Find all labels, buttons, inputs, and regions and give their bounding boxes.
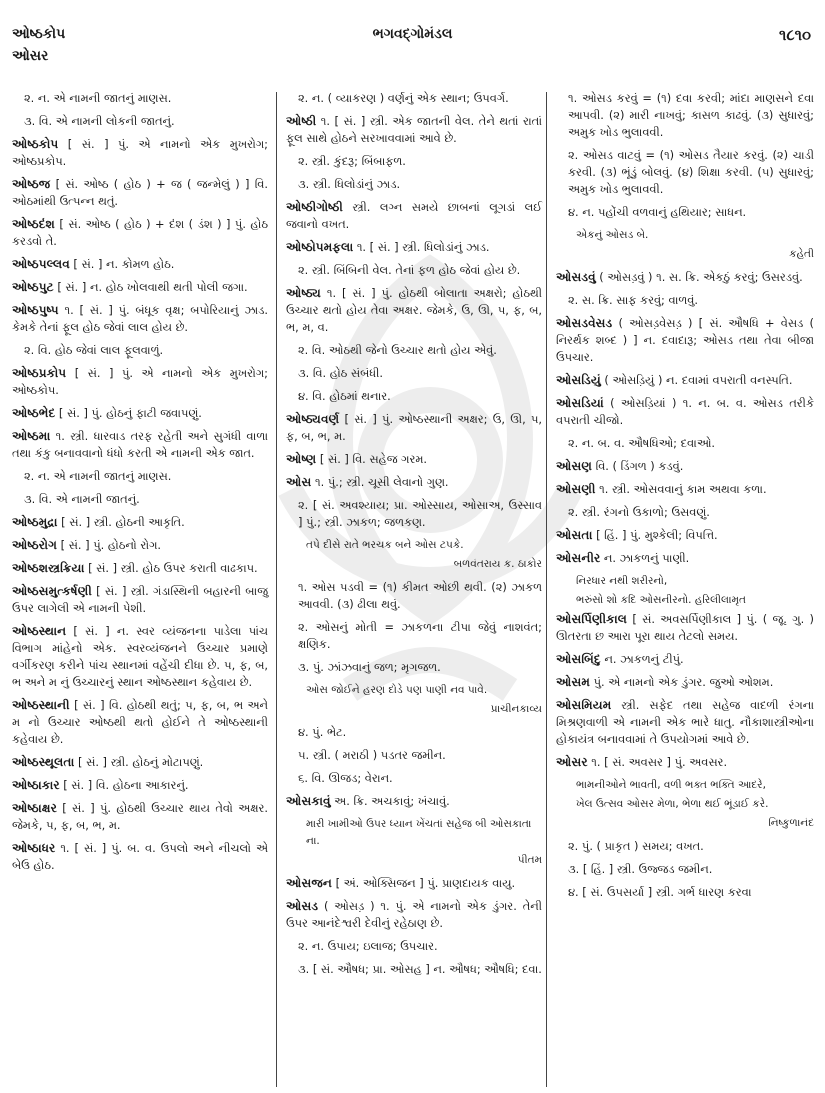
definition: ( ઓસડ઼વું ) ૧. સ. ક્રિ. એકઠું કરવું; ઉસરડવું. (595, 270, 803, 284)
headword: ઓષ્ઠાકાર (12, 778, 60, 792)
definition: ૧. [ સં. ] પું. બ. વ. ઉપલો અને નીચલો એ બેઉ હોઠ. (12, 841, 268, 872)
dictionary-entry (286, 451, 542, 468)
headword: ઓષ્ઠસ્થાની (12, 698, 70, 712)
headword: ઓસર્પિણીકાલ (556, 612, 627, 626)
headword: ઓષ્ઠજ (12, 177, 51, 191)
sub-sense: ૪. વિ. હોઠમાં થનાર. (298, 389, 391, 403)
sub-sense: ૧. ઓસડ કરવું = (૧) દવા કરવી; માંદા માણસને દવા આપવી. (૨) મારી નાખવું; કાસળ કાઢવું. (૩) સુધારવું; અમુક ખોડ ભુલાવવી. (568, 91, 814, 139)
headword: ઓષ્ઠી (286, 114, 317, 128)
definition: ન. ઝાકળનું ટીપું. (600, 652, 684, 666)
page-number: ૧૮૧૦ (779, 26, 811, 44)
dictionary-entry (286, 285, 542, 336)
dictionary-entry (556, 651, 814, 668)
definition: ૧. [ સં. ] સ્ત્રી. એક જાતની વેલ. તેને થતાં રાતાં ફૂલ સાથે હોઠને સરખાવવામાં આવે છે. (286, 114, 542, 145)
sub-sense: ૨. ન. ઉપાય; ઇલાજ; ઉપચાર. (298, 939, 438, 953)
headword: ઓષ્ઠોપમફલા (286, 240, 354, 254)
sub-sense: ૨. [ સં. અવશ્યાય; પ્રા. ઓસ્સાય, ઓસાઅ, ઉસ્સાવ ] પું.; સ્ત્રી. ઝાકળ; જળકણ. (298, 498, 542, 529)
definition: ૧. [ સં. અવસર ] પું. અવસર. (587, 755, 728, 769)
sub-sense: ૨. ન. બ. વ. ઔષધિઓ; દવાઓ. (568, 436, 715, 450)
headword: ઓષ્ઠ્યવર્ણ (286, 412, 340, 426)
quotation: મારી ખામીઓ ઉપર ધ્યાન ખેંચતાં સહેજ બી ઓસકાતા ના. (306, 818, 532, 847)
quotation-source: પીતમ (517, 854, 542, 866)
headword: ઓષ્ણ (286, 452, 317, 466)
definition: [ સં. ] વિ. હોઠથી થતું; પ, ફ, બ, ભ અને મ નો ઉચ્ચાર ઓષ્ઠથી થતો હોઈને તે ઓષ્ઠસ્થાની કહેવાય છે. (12, 698, 268, 746)
quotation-source: પ્રાચીનકાવ્ય (490, 703, 542, 715)
definition: [ હિં. ] પું. મુશ્કેલી; વિપત્તિ. (592, 528, 718, 542)
dictionary-entry (12, 800, 268, 834)
headword: ઓષ્ઠસ્થૂલતા (12, 755, 75, 769)
headword: ઓસર (556, 755, 588, 769)
sub-sense: ૩. [ હિં. ] સ્ત્રી. ઉજ્જડ જમીન. (568, 862, 713, 876)
quotation: ભરુંસો શો કદિ ઓસનીરનો. હરિલીલામૃત (576, 594, 746, 606)
dictionary-entry (12, 216, 268, 250)
dictionary-entry (12, 537, 268, 554)
headword: ઓષ્ઠાધર (12, 841, 56, 855)
dictionary-entry (556, 527, 814, 544)
headword: ઓષ્ઠભેદ (12, 406, 56, 420)
headword: ઓસડ (286, 899, 319, 913)
headword: ઓસમ (556, 675, 590, 689)
guide-word-last: ઓસર (12, 48, 49, 64)
definition: [ સં. અવસર્પિણીકાલ ] પું. ( જૂ. ગુ. ) ઊતરતા છ આરા પૂરા થાય તેટલો સમય. (556, 612, 814, 643)
dictionary-entry (286, 113, 542, 147)
definition: [ સં. ] ન. કોમળ હોઠ. (69, 257, 175, 271)
headword: ઓસણી (556, 482, 596, 496)
dictionary-entry (12, 623, 268, 691)
headword: ઓષ્ઠમુદ્રા (12, 515, 58, 529)
headword: ઓસબિંદુ (556, 652, 601, 666)
headword: ઓસ (286, 475, 312, 489)
definition: [ સં. ઓષ્ઠ ( હોઠ ) + દંશ ( ડંશ ) ] પું. હોઠ કરડવો તે. (12, 217, 268, 248)
guide-word-first: ઓષ્ઠકોપ (12, 26, 66, 42)
quotation: એકનું ઓસડ બે. (576, 229, 649, 241)
sub-sense: ૨. વિ. હોઠ જેવાં લાલ ફૂલવાળું. (24, 343, 164, 357)
headword: ઓસકાવું (286, 794, 331, 808)
sub-sense: ૩. [ સં. ઔષધ; પ્રા. ઓસહ ] ન. ઔષધ; ઔષધિ; દવા. (298, 962, 542, 976)
definition: સ્ત્રી. સફેદ તથા સહેજ વાદળી રંગના મિશ્રણવાળી એ નામની એક ભારે ધાતુ. નૌકાશાસ્ત્રીઓના હોકાયંત્ર બનાવવામાં તે ઉપયોગમાં આવે છે. (556, 698, 814, 746)
definition: ૧. સ્ત્રી. ઓસવવાનું કામ અથવા કળા. (595, 482, 767, 496)
headword: ઓષ્ઠપુટ (12, 280, 54, 294)
definition: [ સં. ] પું. એ નામનો એક મુખરોગ; ઓષ્ઠકોપ. (12, 366, 268, 397)
definition: [ સં. ઓષ્ઠ ( હોઠ ) + જ ( જન્મેલું ) ] વિ. ઓઠમાંથી ઉત્પન્ન થતું. (12, 177, 268, 208)
definition: ૧. [ સં. ] પું. બંધૂક વૃક્ષ; બપોરિયાનું ઝાડ. કેમકે તેનાં ફૂલ હોઠ જેવાં લાલ હોય છે. (12, 303, 268, 334)
dictionary-entry (12, 840, 268, 874)
definition: [ સં. ] ન. હોઠ ખોલવાથી થતી પોલી જગા. (53, 280, 248, 294)
dictionary-entry (286, 898, 542, 932)
page-title: ભગવદ્ગોમંડલ (372, 26, 453, 42)
definition: ૧. સ્ત્રી. ધારવાડ તરફ રહેતી અને સુગંધી વાળા તથા કંકુ બનાવવાનો ધંધો કરતી એ નામની એક જાત. (12, 429, 268, 460)
dictionary-entry (556, 395, 814, 429)
dictionary-entry (286, 199, 542, 233)
column-2 (286, 90, 542, 984)
dictionary-entry (12, 279, 268, 296)
dictionary-entry (12, 560, 268, 577)
definition: [ સં. ] પું. એ નામનો એક મુખરોગ; ઓષ્ઠપ્રકોપ. (12, 137, 268, 168)
headword: ઓષ્ઠશસ્ત્રક્રિયા (12, 561, 85, 575)
definition: ( ઓસડ઼વેસડ઼ ) [ સં. ઔષધિ + વેસડ ( નિરર્થક શબ્દ ) ] ન. દવાદારૂ; ઓસડ તથા તેવા બીજા ઉપચાર. (556, 316, 814, 364)
headword: ઓષ્ઠપુષ્પ (12, 303, 59, 317)
dictionary-entry (556, 697, 814, 748)
definition: ૧. [ સં. ] સ્ત્રી. ધિલોડાંનું ઝાડ. (353, 240, 490, 254)
headword: ઓષ્ઠાક્ષર (12, 801, 57, 815)
sub-sense: ૫. સ્ત્રી. ( મરાઠી ) પડતર જમીન. (298, 748, 446, 762)
definition: સ્ત્રી. લગ્ન સમયે છાબનાં લૂગડાં લઈ જવાનો વખત. (286, 200, 542, 231)
definition: [ સં. ] પું. હોઠનો રોગ. (56, 538, 162, 552)
dictionary-entry (556, 315, 814, 366)
definition: [ સં. ] પું. હોઠથી ઉચ્ચાર થાય તેવો અક્ષર. જેમકે, પ, ફ, બ, ભ, મ. (12, 801, 268, 832)
sub-sense: ૪. પું. ભેટ. (298, 725, 347, 739)
dictionary-entry (12, 256, 268, 273)
sub-sense: ૩. સ્ત્રી. ધિલોડાંનું ઝાડ. (298, 177, 401, 191)
dictionary-entry (12, 365, 268, 399)
column-divider (276, 92, 277, 1087)
dictionary-entry (556, 458, 814, 475)
dictionary-entry (286, 793, 542, 810)
sub-sense: ૩. વિ. એ નામની લોકની જાતનું. (24, 114, 175, 128)
definition: ૧. પું.; સ્ત્રી. ચૂસી લેવાનો ગુણ. (311, 475, 449, 489)
dictionary-entry (556, 372, 814, 389)
dictionary-entry (286, 411, 542, 445)
sub-sense: ૩. પું. ઝાંઝવાનું જળ; મૃગજળ. (298, 660, 441, 674)
headword: ઓષ્ઠકોપ (12, 137, 59, 151)
dictionary-entry (12, 136, 268, 170)
headword: ઓષ્ઠદંશ (12, 217, 55, 231)
sub-sense: ૨. ઓસડ વાટવું = (૧) ઓસડ તૈયાર કરવું. (૨) ચાડી કરવી. (૩) ભૂંડું બોલવું. (૪) શિક્ષા કરવી. (૫) સુધારવું; અમુક ખોડ ભુલાવવી. (568, 148, 814, 196)
definition: ( ઓસડ઼િયાં ) ૧. ન. બ. વ. ઓસડ તરીકે વપરાતી ચીજો. (556, 396, 814, 427)
sub-sense: ૨. સ્ત્રી. કુંદરૂ; બિંબાફળ. (298, 154, 406, 168)
headword: ઓસનીર (556, 551, 601, 565)
headword: ઓસડિયાં (556, 396, 604, 410)
definition: [ સં. ] વિ. હોઠના આકારનું. (59, 778, 189, 792)
sub-sense: ૨. સ્ત્રી. બિંબિની વેલ. તેનાં ફળ હોઠ જેવાં હોય છે. (298, 263, 521, 277)
headword: ઓસણ (556, 459, 593, 473)
headword: ઓષ્ઠમા (12, 429, 51, 443)
definition: ( ઓસડ઼િયું ) ન. દવામાં વપરાતી વનસ્પતિ. (600, 373, 793, 387)
dictionary-entry (12, 428, 268, 462)
dictionary-entry (556, 550, 814, 567)
page-header (0, 18, 825, 78)
definition: [ સં. ] સ્ત્રી. ગંડાસ્થિની બહારની બાજુ ઉપર લાગેલી એ નામની પેશી. (12, 584, 268, 615)
headword: ઓષ્ઠીગોષ્ઠી (286, 200, 343, 214)
definition: [ સં. ] સ્ત્રી. હોઠનું મોટાપણું. (74, 755, 204, 769)
headword: ઓષ્ઠસમુત્કર્ષણી (12, 584, 92, 598)
headword: ઓસજન (286, 876, 332, 890)
definition: વિ. ( ડિંગળ ) કડવું. (592, 459, 684, 473)
column-1 (12, 90, 268, 880)
sub-sense: ૨. વિ. ઓઠથી જેનો ઉચ્ચાર થતો હોય એવું. (298, 343, 497, 357)
sub-sense: ૪. [ સં. ઉપસર્યા ] સ્ત્રી. ગર્ભ ધારણ કરવા (568, 885, 752, 899)
dictionary-entry (12, 302, 268, 336)
sub-sense: ૨. પું. ( પ્રાકૃત ) સમય; વખત. (568, 839, 704, 853)
dictionary-entry (12, 405, 268, 422)
dictionary-entry (286, 474, 542, 491)
dictionary-entry (286, 875, 542, 892)
sub-sense: ૨. સ્ત્રી. રંગનો ઉકાળો; ઉસવણું. (568, 505, 710, 519)
headword: ઓસતા (556, 528, 593, 542)
column-3 (556, 90, 814, 907)
sub-sense: ૨. સ. ક્રિ. સાફ કરવું; વાળવું. (568, 293, 698, 307)
dictionary-entry (556, 754, 814, 771)
definition: પું. એ નામનો એક ડુંગર. જુઓ ઓશમ. (589, 675, 774, 689)
sub-sense: ૨. ન. એ નામની જાતનું માણસ. (24, 469, 172, 483)
definition: [ અં. ઓક્સિજન ] પું. પ્રાણદાયક વાયુ. (331, 876, 516, 890)
definition: [ સં. ] સ્ત્રી. હોઠ ઉપર કરાતી વાઢકાપ. (84, 561, 258, 575)
quotation: તપે દીસે રાતે ભરચક બને ઓસ ટપકે. (306, 539, 464, 551)
sub-sense: ૩. વિ. એ નામની જાતનું. (24, 492, 140, 506)
sub-sense: ૧. ઓસ પડવી = (૧) કીમત ઓછી થવી. (૨) ઝાકળ આવવી. (૩) ઢીલા થવું. (298, 580, 542, 611)
headword: ઓસડિયું (556, 373, 601, 387)
dictionary-entry (12, 583, 268, 617)
dictionary-entry (556, 269, 814, 286)
quotation-source: બળવંતરાય ક. ઠાકોર (453, 558, 542, 570)
quotation-source: નિષ્કુળાનંદ (768, 817, 814, 829)
quotation: ઓસ જોઈને હરણ દોડે પણ પાણી નવ પાવે. (306, 684, 488, 696)
dictionary-entry (12, 754, 268, 771)
quotation: ખેલ ઉત્સવ ઓસર મેળા, ભેળા થઈ ભૂંડાઈ કરે. (576, 798, 769, 810)
quotation: નિરધાર નથી શરીરનો, (576, 575, 668, 587)
dictionary-entry (12, 514, 268, 531)
dictionary-entry (556, 611, 814, 645)
definition: ( ઓસડ઼ ) ૧. પું. એ નામનો એક ડુંગર. તેની ઉપર આનંદેશ્વરી દેવીનું રહેઠાણ છે. (286, 899, 542, 930)
dictionary-entry (12, 777, 268, 794)
sub-sense: ૩. વિ. હોઠ સંબંધી. (298, 366, 384, 380)
headword: ઓસમિયમ (556, 698, 612, 712)
headword: ઓસડવું (556, 270, 596, 284)
sub-sense: ૨. ન. ( વ્યાકરણ ) વર્ણનું એક સ્થાન; ઉપવર્ગ. (298, 91, 509, 105)
quotation: ભામનીઓને ભાવતી, વળી ભક્ત ભક્તિ આદરે, (576, 779, 766, 791)
sub-sense: ૨. ઓસનું મોતી = ઝાકળના ટીપા જેવું નાશવંત; ક્ષણિક. (298, 620, 542, 651)
definition: [ સં. ] પું. ઓષ્ઠસ્થાની અક્ષર; ઉ, ઊ, પ, ફ, બ, ભ, મ. (286, 412, 542, 443)
headword: ઓષ્ઠ્ય (286, 286, 321, 300)
definition: [ સં. ] વિ. સહેજ ગરમ. (316, 452, 427, 466)
dictionary-entry (12, 697, 268, 748)
definition: ન. ઝાકળનું પાણી. (600, 551, 690, 565)
headword: ઓષ્ઠપલ્લવ (12, 257, 70, 271)
definition: અ. ક્રિ. અચકાવું; ખંચાવું. (330, 794, 450, 808)
headword: ઓષ્ઠસ્થાન (12, 624, 67, 638)
sub-sense: ૬. વિ. ઊજડ; વેરાન. (298, 771, 393, 785)
quotation-source: કહેતી (789, 248, 814, 260)
definition: ૧. [ સં. ] પું. હોઠથી બોલાતા અક્ષરો; હોઠથી ઉચ્ચાર થતો હોય તેવા અક્ષર. જેમકે, ઉ, ઊ, પ, ફ, બ, ભ, મ, વ. (286, 286, 542, 334)
dictionary-entry (12, 176, 268, 210)
sub-sense: ૨. ન. એ નામની જાતનું માણસ. (24, 91, 172, 105)
sub-sense: ૪. ન. પહોંચી વળવાનું હથિયાર; સાધન. (568, 205, 747, 219)
headword: ઓષ્ઠપ્રકોપ (12, 366, 67, 380)
dictionary-entry (556, 674, 814, 691)
dictionary-entry (556, 481, 814, 498)
dictionary-entry (286, 239, 542, 256)
definition: [ સં. ] પું. હોઠનું ફાટી જવાપણું. (55, 406, 202, 420)
definition: [ સં. ] ન. સ્વર વ્યંજનના પાડેલા પાંચ વિભાગ માંહેનો એક. સ્વરવ્યંજનને ઉચ્ચાર પ્રમાણે વર્ગીકરણ કરીને પાંચ સ્થાનમાં વહેંચી દીધા છે. પ, ફ, બ, ભ અને મ નું ઉચ્ચારનું સ્થાન ઓષ્ઠસ્થાન કહેવાય છે. (12, 624, 268, 689)
definition: [ સં. ] સ્ત્રી. હોઠની આકૃતિ. (57, 515, 185, 529)
headword: ઓસડવેસડ (556, 316, 613, 330)
column-divider (546, 92, 547, 1087)
headword: ઓષ્ઠરોગ (12, 538, 57, 552)
